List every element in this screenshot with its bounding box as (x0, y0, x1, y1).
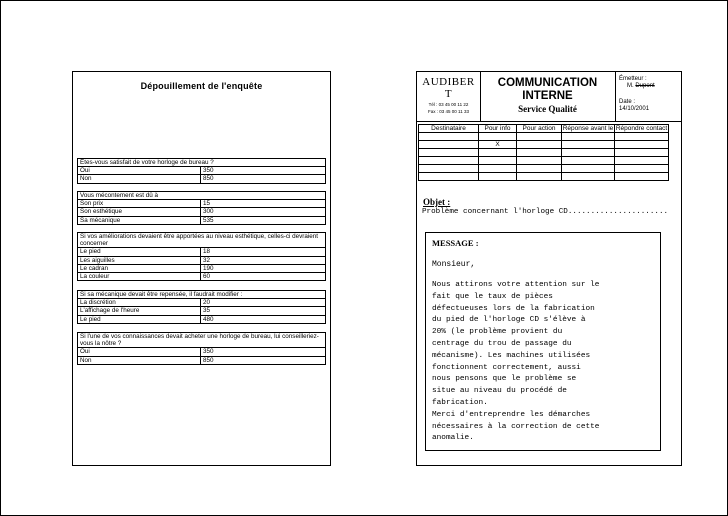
table-cell (615, 141, 669, 149)
message-line: centrage du trou de passage du (432, 339, 572, 348)
answer-value: 18 (203, 248, 211, 256)
table-cell (615, 149, 669, 157)
table-cell (562, 149, 615, 157)
answer-row (78, 248, 325, 256)
question-block-discontent (77, 191, 326, 225)
message-line: du pied de l'horloge CD s'élève à (432, 316, 586, 325)
memo-title-block (480, 72, 616, 121)
table-cell (517, 133, 562, 141)
answer-label: Non (78, 175, 201, 182)
message-line: situe au niveau du procédé de (432, 387, 567, 396)
answer-label: Son prix (78, 200, 201, 207)
table-cell (562, 173, 615, 181)
memo-title-line1: COMMUNICATION (497, 77, 598, 89)
distribution-row (419, 173, 669, 181)
answer-row (78, 200, 325, 208)
table-cell (517, 149, 562, 157)
message-line: nécessaires à la correction de cette (432, 422, 600, 431)
answer-label: Le pied (78, 316, 201, 323)
answer-value: 190 (203, 264, 214, 272)
answer-value: 350 (203, 167, 214, 175)
table-cell (419, 141, 479, 149)
message-line: fabrication. (432, 398, 488, 407)
message-line: fonctionnent correctement, aussi (432, 363, 581, 372)
table-cell (517, 173, 562, 181)
message-line: Nous attirons votre attention sur le (432, 281, 600, 289)
message-line: défectueuses lors de la fabrication (432, 304, 595, 313)
table-cell (562, 141, 615, 149)
answer-value: 15 (203, 200, 211, 208)
table-cell (517, 141, 562, 149)
distribution-row (419, 141, 669, 149)
memo-title-line2: INTERNE (522, 90, 573, 102)
answer-value: 300 (203, 208, 214, 216)
table-cell (615, 133, 669, 141)
answer-row (78, 217, 325, 224)
table-cell (479, 149, 517, 157)
answer-row (78, 208, 325, 216)
column-header-reply-contact: Répondre contact (615, 125, 668, 132)
answer-row (78, 348, 325, 356)
answer-row (78, 257, 325, 265)
column-header-info: Pour info (479, 125, 517, 133)
distribution-row (419, 165, 669, 173)
column-header-reply-before: Réponse avant le (562, 125, 614, 132)
answer-row (78, 307, 325, 315)
message-line: anomalie. (432, 434, 474, 443)
table-cell (419, 157, 479, 165)
answer-row (78, 273, 325, 280)
sender-label: Émetteur : (619, 76, 647, 82)
sender-name: Dupont (635, 83, 655, 89)
question-text: Si l'une de vos connaissances devait acheter une horloge de bureau, lui conseilleriez-vous la nôtre ? (78, 333, 325, 348)
answer-value: 850 (203, 175, 214, 183)
answer-row (78, 265, 325, 273)
question-text: Vous mécontement est dû à (78, 192, 325, 200)
table-cell (419, 149, 479, 157)
answer-row (78, 167, 325, 175)
answer-value: 20 (203, 299, 211, 307)
sender-prefix: M. (627, 83, 634, 89)
sender-date-block (615, 72, 681, 121)
memo-header (417, 72, 681, 122)
distribution-header-row (419, 125, 669, 133)
table-cell (479, 165, 517, 173)
answer-label: Oui (78, 348, 201, 355)
distribution-table (418, 124, 669, 181)
answer-label: L'affichage de l'heure (78, 307, 201, 314)
question-text: Êtes-vous satisfait de votre horloge de bureau ? (78, 159, 325, 167)
table-cell (615, 165, 669, 173)
table-cell (479, 173, 517, 181)
memo-service: Service Qualité (518, 104, 577, 114)
object-label: Objet : (423, 197, 451, 207)
distribution-row (419, 149, 669, 157)
company-fax: Fax : 03 45 00 11 33 (428, 109, 469, 114)
table-cell (562, 157, 615, 165)
answer-label: Son esthétique (78, 208, 201, 215)
distribution-row (419, 133, 669, 141)
date-label: Date : (619, 99, 636, 105)
table-cell: X (479, 141, 517, 149)
memo-sheet (416, 71, 682, 466)
message-line: mécanisme). Les machines utilisées (432, 351, 591, 360)
distribution-row (419, 157, 669, 165)
answer-value: 60 (203, 273, 211, 281)
answer-label: Les aiguilles (78, 257, 201, 264)
question-block-aesthetic (77, 232, 326, 281)
answer-label: Le cadran (78, 265, 201, 272)
table-cell (562, 165, 615, 173)
table-cell (615, 157, 669, 165)
table-cell (419, 133, 479, 141)
answer-value: 350 (203, 348, 214, 356)
answer-label: La discrétion (78, 299, 201, 306)
date-value: 14/10/2001 (619, 106, 650, 112)
answer-value: 480 (203, 315, 214, 323)
message-greeting: Monsieur, (432, 260, 476, 269)
answer-label: La couleur (78, 273, 201, 280)
answer-label: Oui (78, 167, 201, 174)
question-block-mechanics (77, 290, 326, 324)
answer-label: Non (78, 357, 201, 364)
message-line: Merci d'entreprendre les démarches (432, 410, 591, 419)
company-phone: Tél : 03 45 00 11 22 (428, 102, 469, 107)
message-line: 20% (le problème provient du (432, 328, 563, 337)
question-block-satisfaction (77, 158, 326, 184)
answer-row (78, 316, 325, 323)
memo-title (480, 77, 615, 103)
table-cell (419, 165, 479, 173)
table-cell (479, 157, 517, 165)
column-header-recipient: Destinataire (419, 125, 479, 133)
answer-row (78, 357, 325, 364)
answer-value: 850 (203, 356, 214, 364)
question-block-recommend (77, 332, 326, 365)
message-box (425, 232, 661, 451)
table-cell (615, 173, 669, 181)
company-block (417, 72, 481, 121)
answer-label: Le pied (78, 248, 201, 255)
message-line: fait que le taux de pièces (432, 292, 553, 301)
table-cell (517, 157, 562, 165)
answer-value: 535 (203, 216, 214, 224)
sender-line (619, 83, 681, 90)
answer-row (78, 299, 325, 307)
question-text: Si sa mécanique devait être repensée, il faudrait modifier : (78, 291, 325, 299)
table-cell (517, 165, 562, 173)
company-name-line1: AUDIBER (422, 76, 475, 88)
table-cell (419, 173, 479, 181)
answer-row (78, 175, 325, 182)
answer-value: 35 (203, 307, 211, 315)
company-name-line2: T (444, 88, 453, 100)
survey-title: Dépouillement de l'enquête (140, 81, 263, 91)
table-cell (479, 133, 517, 141)
object-text: Problème concernant l'horloge CD...................... (422, 208, 669, 216)
column-header-action: Pour action (517, 125, 562, 133)
company-name (417, 76, 480, 100)
survey-sheet (72, 71, 331, 466)
message-body (432, 280, 654, 445)
message-label: MESSAGE : (432, 238, 479, 248)
answer-value: 32 (203, 256, 211, 264)
table-cell (562, 133, 615, 141)
answer-label: Sa mécanique (78, 217, 201, 224)
message-line: nous pensons que le problème se (432, 375, 577, 384)
question-text: Si vos améliorations devaient être apportées au niveau esthétique, celles-ci devraient concerner (78, 233, 325, 248)
